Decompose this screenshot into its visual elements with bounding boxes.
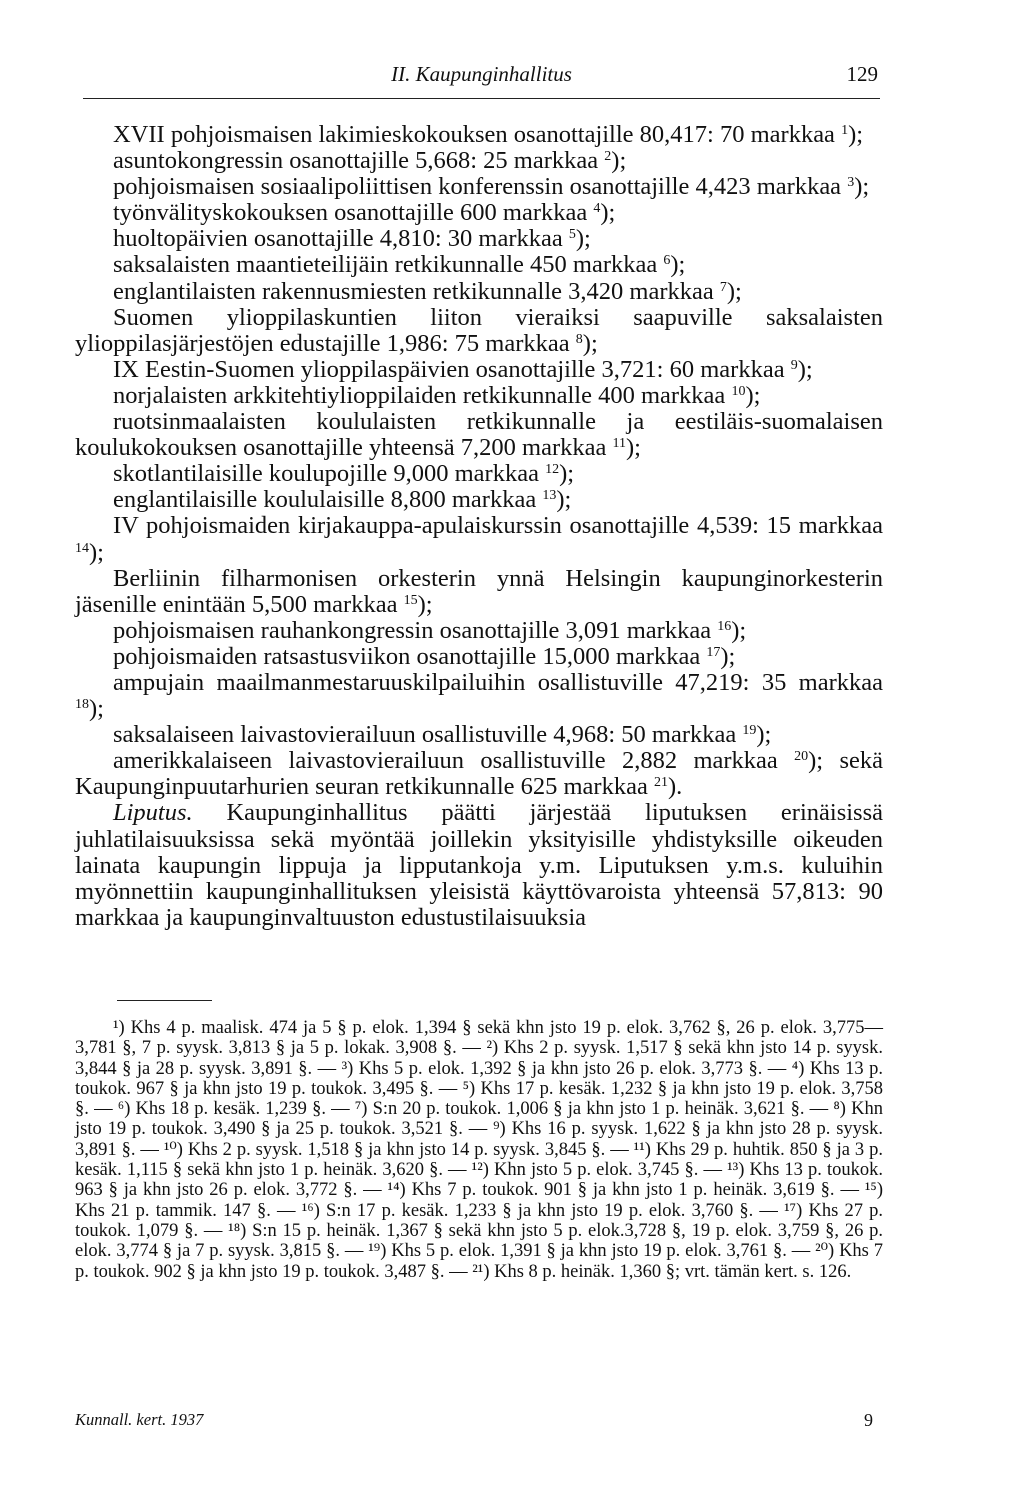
page-number: 129 (846, 62, 878, 86)
entry-text: amerikkalaiseen laivastovierailuun osallistuville 2,882 markkaa (113, 747, 795, 775)
entry-punct: ); (611, 147, 627, 175)
entry (75, 200, 883, 226)
entry (75, 279, 883, 305)
entry (75, 357, 883, 383)
footnote-ref: 21 (653, 775, 668, 791)
entry-punct: ); (854, 173, 870, 201)
entry-text: ampujain maailmanmestaruuskilpailuihin osallistuville 47,219: 35 markkaa (113, 668, 883, 696)
entry-punct: ); sekä Kaupunginpuutarhurien seuran retkikunnalle 625 markkaa (75, 747, 883, 801)
entry-text: Berliinin filharmonisen orkesterin ynnä Helsingin kaupunginorkesterin jäsenille enintään 5,500 markkaa (75, 564, 883, 618)
entry (75, 122, 883, 148)
entry (75, 513, 883, 565)
entry-list (75, 122, 883, 800)
footnote-ref: 19 (742, 723, 757, 739)
entry-text: pohjoismaisen rauhankongressin osanottajille 3,091 markkaa (113, 616, 718, 644)
footnote-ref: 20 (794, 749, 809, 765)
entry-punct: ); (848, 121, 864, 148)
footnote-ref: 9 (790, 357, 798, 373)
entry-punct: ); (89, 695, 104, 723)
page-header (83, 62, 880, 99)
entry (75, 566, 883, 618)
entry (75, 148, 883, 174)
footnote-ref: 13 (542, 488, 557, 504)
footnote-ref: 3 (847, 175, 855, 191)
footer-publication: Kunnall. kert. 1937 (75, 1410, 204, 1429)
body-text (75, 122, 883, 931)
entry (75, 252, 883, 278)
entry (75, 226, 883, 252)
entry (75, 644, 883, 670)
footnote-ref: 12 (545, 462, 560, 478)
entry-punct: ); (559, 460, 575, 488)
entry-text: ruotsinmaalaisten koululaisten retkikunnalle ja eestiläis-suomalaisen koulukokouksen osanottajille yhteensä 7,200 markkaa (75, 408, 883, 462)
entry-punct: ); (731, 616, 747, 644)
footnote-ref: 2 (604, 149, 612, 165)
footnote-ref: 4 (593, 201, 601, 217)
entry-text: Suomen ylioppilaskuntien liiton vieraiksi saapuville saksalaisten ylioppilasjärjestöjen edustajille 1,986: 75 markkaa (75, 303, 883, 357)
entry-punct: ); (797, 355, 813, 383)
entry-punct: ); (670, 251, 686, 279)
liputus-text: Kaupunginhallitus päätti järjestää liputuksen erinäisissä juhlatilaisuuksissa sekä myöntää joillekin yksityisille yhdistyksille oikeuden lainata kaupungin lippuja ja lipputankoja y.m. Liputuksen y.m.s. kuluihin myönnettiin kaupunginhallituksen yleisistä käyttövaroista yhteensä 57,813: 90 markkaa ja kaupunginvaltuuston edustustilaisuuksia (75, 799, 883, 931)
entry (75, 670, 883, 722)
page-footer (75, 1410, 883, 1438)
entry-text: englantilaisille koululaisille 8,800 markkaa (113, 486, 543, 514)
entry-text: norjalaisten arkkitehtiylioppilaiden retkikunnalle 400 markkaa (113, 381, 732, 409)
entry-punct: ); (626, 434, 641, 462)
entry (75, 409, 883, 461)
entry-text: työnvälityskokouksen osanottajille 600 markkaa (113, 199, 594, 227)
footnote-rule (117, 1000, 212, 1001)
entry-text: XVII pohjoismaisen lakimieskokouksen osanottajille 80,417: 70 markkaa (113, 121, 842, 148)
entry-punct: ); (582, 329, 598, 357)
entry-text: IV pohjoismaiden kirjakauppa-apulaiskurssin osanottajille 4,539: 15 markkaa (113, 512, 883, 540)
entry (75, 618, 883, 644)
entry-text: skotlantilaisille koulupojille 9,000 markkaa (113, 460, 546, 488)
entry-text: saksalaisten maantieteilijäin retkikunnalle 450 markkaa (113, 251, 664, 279)
liputus-paragraph (75, 800, 883, 930)
entry-punct: ); (556, 486, 572, 514)
entry (75, 722, 883, 748)
liputus-heading: Liputus. (113, 799, 193, 827)
entry-text: asuntokongressin osanottajille 5,668: 25 markkaa (113, 147, 605, 175)
entry-punct: ); (575, 225, 591, 253)
entry-punct: ); (89, 538, 104, 566)
footnote-ref: 11 (612, 436, 627, 452)
footnote-ref: 7 (719, 279, 727, 295)
entry (75, 748, 883, 800)
footnote-ref: 15 (403, 592, 418, 608)
running-head: II. Kaupunginhallitus (391, 62, 572, 86)
entry-punct: ); (726, 277, 742, 305)
entry-text: huoltopäivien osanottajille 4,810: 30 markkaa (113, 225, 569, 253)
footnote-ref: 17 (706, 644, 721, 660)
footnote-ref: 10 (731, 383, 746, 399)
entry (75, 461, 883, 487)
footnote-ref: 8 (575, 331, 583, 347)
entry-text: pohjoismaiden ratsastusviikon osanottajille 15,000 markkaa (113, 642, 707, 670)
entry (75, 174, 883, 200)
footnote-ref: 6 (663, 253, 671, 269)
entry (75, 487, 883, 513)
entry-punct: ); (756, 721, 772, 749)
entry (75, 305, 883, 357)
footnote-ref: 16 (717, 618, 732, 634)
entry-text: saksalaiseen laivastovierailuun osallistuville 4,968: 50 markkaa (113, 721, 743, 749)
entry-punct: ); (417, 590, 433, 618)
footnote-ref: 14 (75, 540, 89, 556)
entry-punct: ); (600, 199, 616, 227)
entry (75, 383, 883, 409)
entry-text: pohjoismaisen sosiaalipoliittisen konferenssin osanottajille 4,423 markkaa (113, 173, 848, 201)
entry-text: IX Eestin-Suomen ylioppilaspäivien osanottajille 3,721: 60 markkaa (113, 355, 791, 383)
entry-text: englantilaisten rakennusmiesten retkikunnalle 3,420 markkaa (113, 277, 720, 305)
entry-punct: ). (667, 773, 683, 801)
footer-signature: 9 (864, 1410, 873, 1430)
entry-punct: ); (720, 642, 736, 670)
entry-punct: ); (745, 381, 761, 409)
footnote-ref: 1 (841, 123, 849, 138)
footnote-ref: 5 (568, 227, 576, 243)
footnotes: ¹) Khs 4 p. maalisk. 474 ja 5 § p. elok. 1,394 § sekä khn jsto 19 p. elok. 3,762 §, 26 p. elok. 3,775—3,781 §, 7 p. syysk. 3,813 § ja 5 p. lokak. 3,908 §. — ²) Khs 2 p. syysk. 1,517 § sekä khn jsto 14 p. syysk. 3,844 § ja 28 p. syysk. 3,891 §. — ³) Khs 5 p. elok. 1,392 § ja khn jsto 26 p. elok. 3,773 §. — ⁴) Khs 13 p. toukok. 967 § ja khn jsto 19 p. toukok. 3,495 §. — ⁵) Khs 17 p. kesäk. 1,232 § ja khn jsto 19 p. elok. 3,758 §. — ⁶) Khs 18 p. kesäk. 1,239 §. — ⁷) S:n 20 p. toukok. 1,006 § ja khn jsto 1 p. heinäk. 3,621 §. — ⁸) Khn jsto 19 p. toukok. 3,490 § ja 25 p. toukok. 3,521 §. — ⁹) Khs 16 p. syysk. 1,622 § ja khn jsto 28 p. syysk. 3,891 §. — ¹⁰) Khs 2 p. syysk. 1,518 § ja khn jsto 14 p. syysk. 3,845 §. — ¹¹) Khs 29 p. huhtik. 850 § ja 3 p. kesäk. 1,115 § sekä khn jsto 1 p. heinäk. 3,620 §. — ¹²) Khn jsto 5 p. elok. 3,745 §. — ¹³) Khs 13 p. toukok. 963 § ja khn jsto 26 p. elok. 3,772 §. — ¹⁴) Khs 7 p. toukok. 901 § ja khn jsto 1 p. heinäk. 3,619 §. — ¹⁵) Khs 21 p. tammik. 147 §. — ¹⁶) S:n 17 p. kesäk. 1,233 § ja khn jsto 19 p. elok. 3,760 §. — ¹⁷) Khs 27 p. toukok. 1,079 §. — ¹⁸) S:n 15 p. heinäk. 1,367 § sekä khn jsto 5 p. elok.3,728 §, 19 p. elok. 3,759 §, 26 p. elok. 3,774 § ja 7 p. syysk. 3,815 §. — ¹⁹) Khs 5 p. elok. 1,391 § ja khn jsto 19 p. elok. 3,761 §. — ²⁰) Khs 7 p. toukok. 902 § ja khn jsto 19 p. toukok. 3,487 §. — ²¹) Khs 8 p. heinäk. 1,360 §; vrt. tämän kert. s. 126. (75, 1018, 883, 1282)
footnote-ref: 18 (75, 697, 89, 713)
